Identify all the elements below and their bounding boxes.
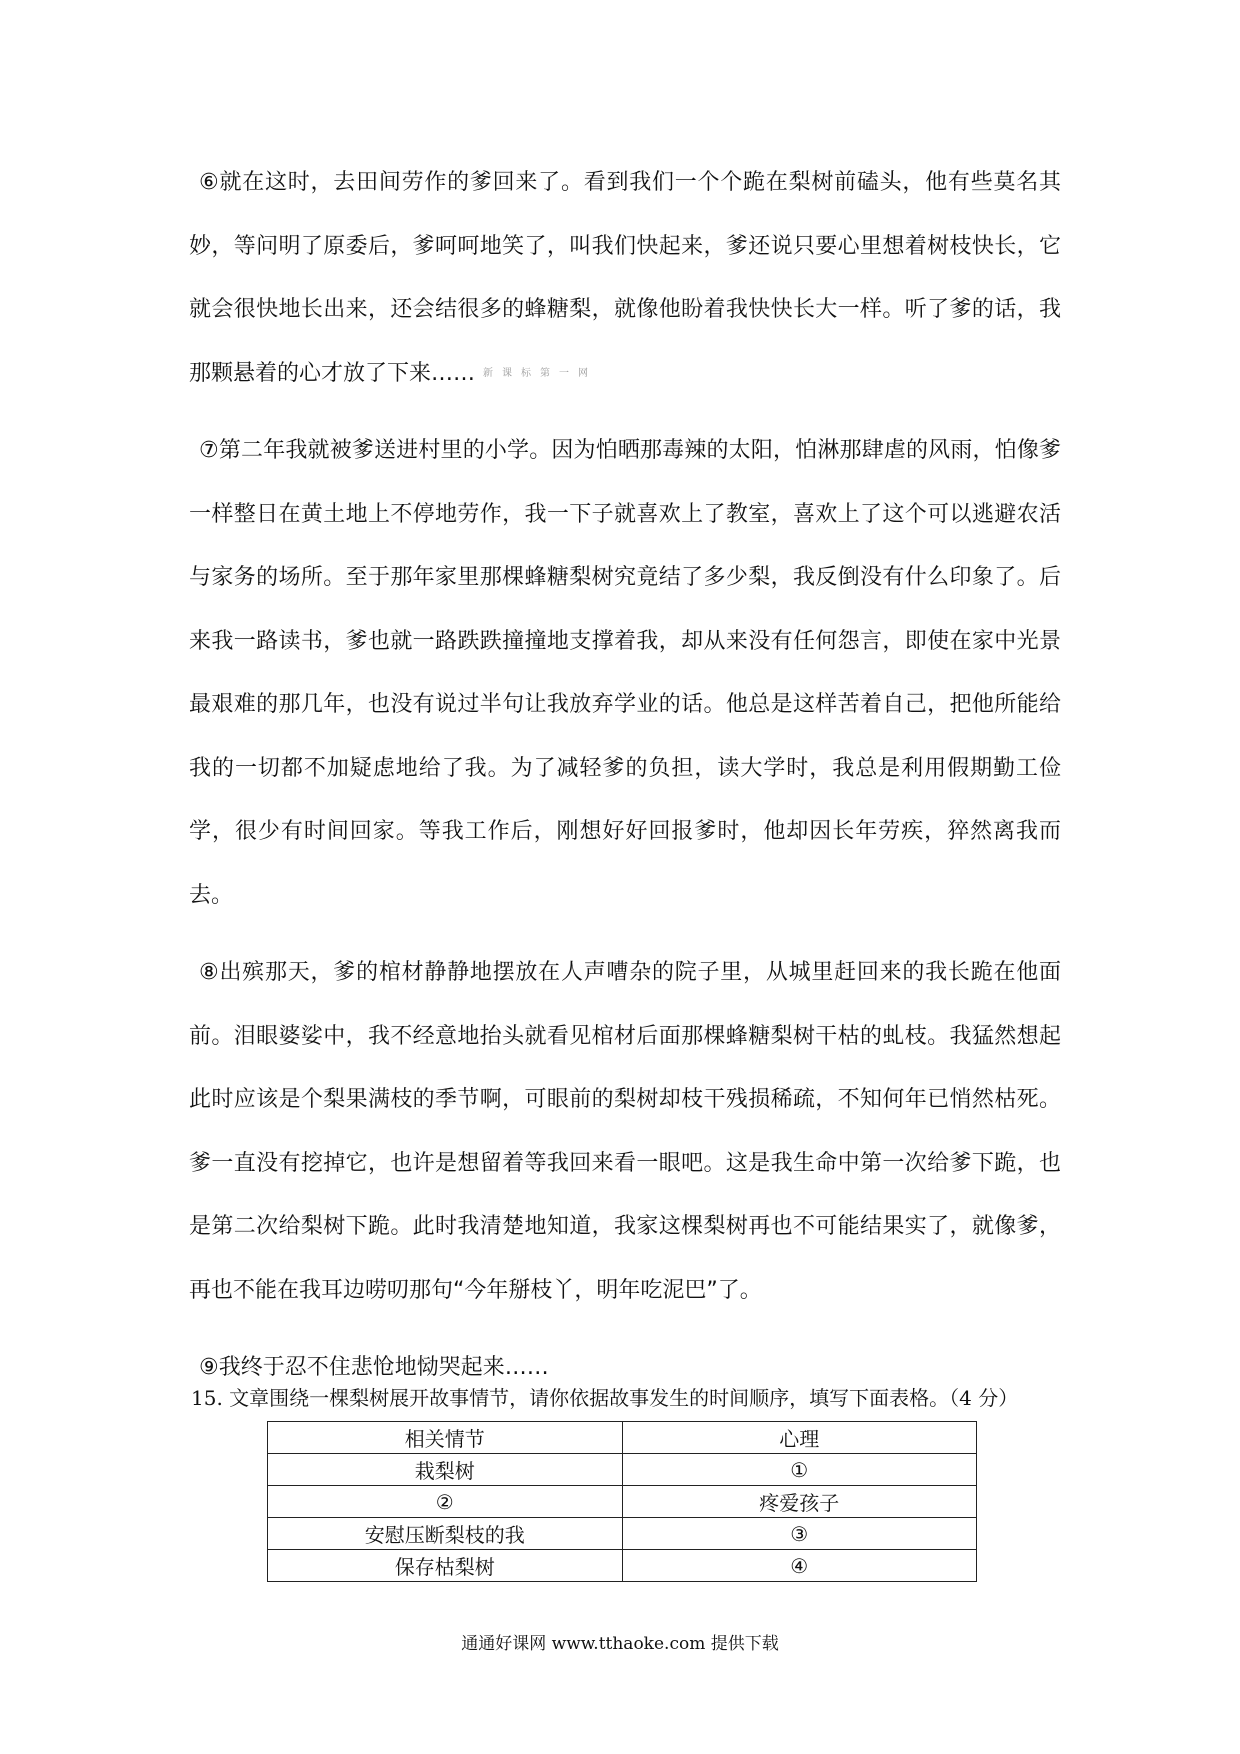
paragraph-6 <box>189 151 1061 405</box>
table-row <box>268 1486 977 1518</box>
plot-cell[interactable]: ② <box>268 1486 623 1518</box>
psychology-cell: 疼爱孩子 <box>622 1486 977 1518</box>
article-body <box>189 151 1061 1414</box>
paragraph-8: ⑧出殡那天，爹的棺材静静地摆放在人声嘈杂的院子里，从城里赶回来的我长跪在他面前。泪眼婆娑中，我不经意地抬头就看见棺材后面那棵蜂糖梨树干枯的虬枝。我猛然想起此时应该是个梨果满枝的季节啊，可眼前的梨树却枝干残损稀疏，不知何年已悄然枯死。爹一直没有挖掉它，也许是想留着等我回来看一眼吧。这是我生命中第一次给爹下跪，也是第二次给梨树下跪。此时我清楚地知道，我家这棵梨树再也不可能结果实了，就像爹，再也不能在我耳边唠叨那句“今年掰枝丫，明年吃泥巴”了。 <box>189 960 1061 1303</box>
answer-table <box>267 1421 977 1582</box>
psychology-cell[interactable]: ④ <box>622 1550 977 1582</box>
table-row <box>268 1550 977 1582</box>
table-row <box>268 1454 977 1486</box>
paragraph-6-text: ⑥就在这时，去田间劳作的爹回来了。看到我们一个个跪在梨树前磕头，他有些莫名其妙，等问明了原委后，爹呵呵地笑了，叫我们快起来，爹还说只要心里想着树枝快长，它就会很快地长出来，还会结很多的蜂糖梨，就像他盼着我快快长大一样。听了爹的话，我那颗悬着的心才放了下来…… <box>189 170 1061 386</box>
psychology-cell[interactable]: ① <box>622 1454 977 1486</box>
plot-cell: 保存枯梨树 <box>268 1550 623 1582</box>
plot-cell: 安慰压断梨枝的我 <box>268 1518 623 1550</box>
watermark-text: 新课标第一网 <box>483 367 598 379</box>
table-row <box>268 1518 977 1550</box>
page-footer: 通通好课网 www.tthaoke.com 提供下载 <box>461 1634 779 1654</box>
paragraph-7: ⑦第二年我就被爹送进村里的小学。因为怕晒那毒辣的太阳，怕淋那肆虐的风雨，怕像爹一样整日在黄土地上不停地劳作，我一下子就喜欢上了教室，喜欢上了这个可以逃避农活与家务的场所。至于那年家里那棵蜂糖梨树究竟结了多少梨，我反倒没有什么印象了。后来我一路读书，爹也就一路跌跌撞撞地支撑着我，却从来没有任何怨言，即使在家中光景最艰难的那几年，也没有说过半句让我放弃学业的话。他总是这样苦着自己，把他所能给我的一切都不加疑虑地给了我。为了减轻爹的负担，读大学时，我总是利用假期勤工俭学，很少有时间回家。等我工作后，刚想好好回报爹时，他却因长年劳疾，猝然离我而去。 <box>189 438 1061 908</box>
paragraph-9: ⑨我终于忍不住悲怆地恸哭起来…… <box>199 1355 549 1381</box>
header-psychology: 心理 <box>622 1422 977 1454</box>
table-header-row <box>268 1422 977 1454</box>
question-15: 15. 文章围绕一棵梨树展开故事情节，请你依据故事发生的时间顺序，填写下面表格。（4 分） <box>191 1386 1019 1410</box>
psychology-cell[interactable]: ③ <box>622 1518 977 1550</box>
header-plot: 相关情节 <box>268 1422 623 1454</box>
plot-cell: 栽梨树 <box>268 1454 623 1486</box>
